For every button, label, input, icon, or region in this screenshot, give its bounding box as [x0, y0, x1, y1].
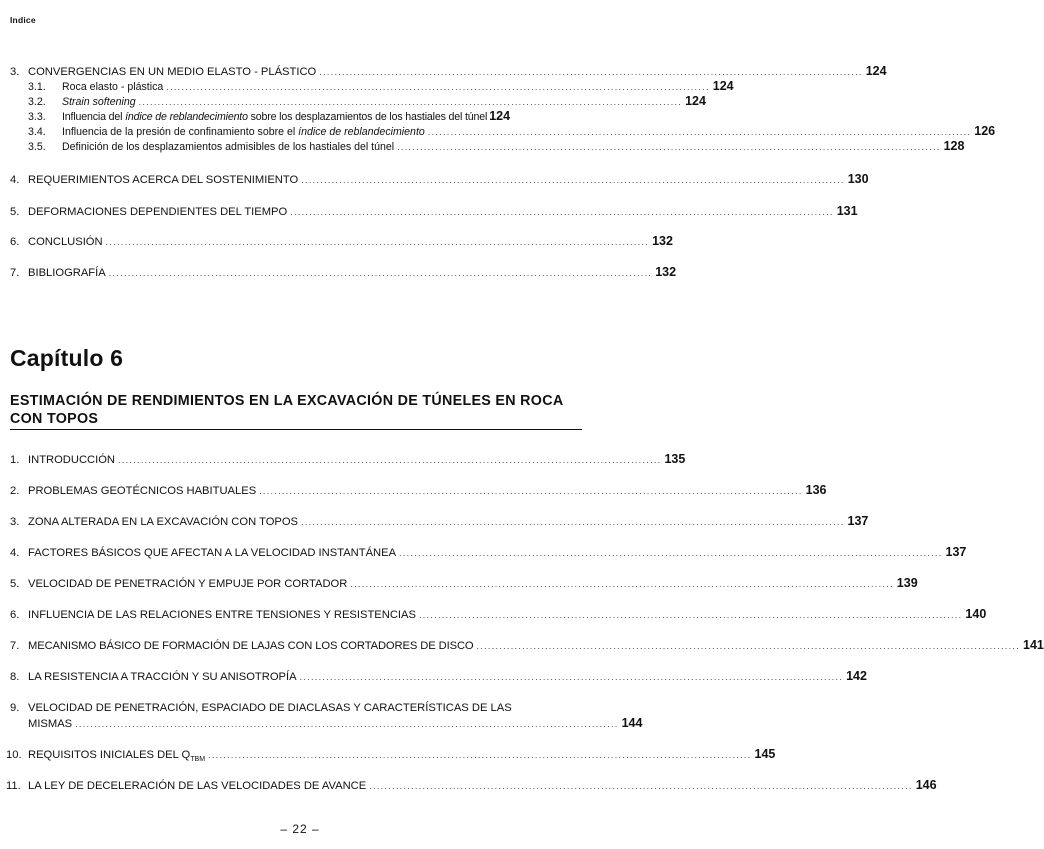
leader-dots: ...............................................................................................................................................: [138, 97, 683, 107]
chapter-heading: ESTIMACIÓN DE RENDIMIENTOS EN LA EXCAVACIÓN DE TÚNELES EN ROCA CON TOPOS: [10, 392, 582, 430]
toc-entry[interactable]: [10, 545, 967, 560]
running-head: Indice: [10, 15, 36, 25]
toc-entry-page: 140: [965, 607, 987, 621]
toc-entry-page: 124: [865, 64, 887, 78]
toc-entry-page: 132: [655, 265, 677, 279]
toc-subentry[interactable]: [28, 139, 965, 154]
label-subscript: TBM: [190, 756, 206, 764]
leader-dots: ...............................................................................................................................................: [118, 455, 662, 465]
leader-dots: ...............................................................................................................................................: [399, 548, 943, 558]
toc-entry[interactable]: [10, 265, 677, 280]
leader-dots: ...............................................................................................................................................: [299, 672, 844, 682]
toc-entry-number: 7.: [10, 267, 20, 279]
toc-entry-page: 144: [621, 716, 643, 730]
toc-entry-number: 6.: [10, 609, 20, 621]
toc-entry[interactable]: [10, 234, 673, 249]
toc-entry-label: Roca elasto - plástica: [62, 81, 164, 93]
toc-entry-number: 3.: [10, 516, 20, 528]
leader-dots: ...............................................................................................................................................: [290, 207, 834, 217]
toc-entry-label: ZONA ALTERADA EN LA EXCAVACIÓN CON TOPOS: [28, 516, 299, 528]
toc-entry-page: 135: [664, 452, 686, 466]
toc-entry-page: 141: [1023, 638, 1044, 652]
toc-entry-label: LA LEY DE DECELERACIÓN DE LAS VELOCIDADES DE AVANCE: [28, 780, 367, 792]
toc-entry-number: 9.: [10, 702, 20, 714]
toc-entry-label: CONVERGENCIAS EN UN MEDIO ELASTO - PLÁSTICO: [28, 66, 317, 78]
toc-entry-number: 3.4.: [28, 126, 46, 138]
label-italic: índice de reblandecimiento: [298, 126, 425, 138]
toc-entry[interactable]: [28, 716, 643, 731]
toc-entry[interactable]: [10, 576, 918, 591]
toc-entry[interactable]: [10, 172, 869, 187]
toc-entry-number: 11.: [6, 780, 21, 792]
toc-entry[interactable]: [6, 747, 776, 767]
toc-entry-page: 137: [847, 514, 869, 528]
toc-entry-label-continued: MISMAS: [28, 718, 73, 730]
leader-dots: ...............................................................................................................................................: [369, 781, 913, 791]
toc-entry-label: BIBLIOGRAFÍA: [28, 267, 106, 279]
toc-entry-page: 136: [805, 483, 827, 497]
toc-entry-label-italic: Strain softening: [62, 96, 136, 108]
leader-dots: ...............................................................................................................................................: [301, 175, 845, 185]
label-part: Influencia del: [62, 111, 126, 123]
toc-entry-page: 145: [754, 747, 776, 761]
toc-entry[interactable]: [10, 669, 867, 684]
leader-dots: ...............................................................................................................................................: [319, 67, 863, 77]
toc-entry-page: 131: [836, 204, 858, 218]
toc-entry-page: 126: [974, 124, 996, 138]
leader-dots: ...............................................................................................................................................: [166, 82, 710, 92]
leader-dots: ...............................................................................................................................................: [75, 719, 619, 729]
toc-entry-number: 4.: [10, 174, 20, 186]
toc-entry[interactable]: [10, 204, 858, 219]
toc-entry-label: VELOCIDAD DE PENETRACIÓN Y EMPUJE POR CORTADOR: [28, 578, 348, 590]
toc-entry[interactable]: [10, 607, 987, 622]
label-part: Influencia de la presión de confinamiento sobre el: [62, 126, 299, 138]
toc-entry-page: 142: [846, 669, 867, 683]
toc-entry-page: 146: [915, 778, 937, 792]
toc-entry-label: Definición de los desplazamientos admisibles de los hastiales del túnel: [62, 141, 395, 153]
label-part: REQUISITOS INICIALES DEL Q: [28, 749, 191, 761]
chapter-title: Capítulo 6: [10, 345, 124, 371]
toc-entry-number: 3.3.: [28, 111, 46, 123]
toc-entry-number: 4.: [10, 547, 20, 559]
toc-entry-number: 3.: [10, 66, 20, 78]
toc-entry[interactable]: [10, 64, 887, 79]
toc-entry-label: [28, 748, 205, 767]
toc-entry-label: [62, 95, 136, 109]
leader-dots: ...............................................................................................................................................: [105, 237, 650, 247]
toc-entry-page: 130: [847, 172, 869, 186]
page-number: – 22 –: [280, 822, 320, 836]
leader-dots: ...............................................................................................................................................: [259, 486, 803, 496]
toc-entry-page: 124: [712, 79, 734, 93]
toc-entry-label: LA RESISTENCIA A TRACCIÓN Y SU ANISOTROPÍA: [28, 671, 297, 683]
toc-entry-number: 3.2.: [28, 96, 46, 108]
toc-entry-page: 128: [943, 139, 965, 153]
leader-dots: ...............................................................................................................................................: [301, 517, 845, 527]
toc-entry-label: DEFORMACIONES DEPENDIENTES DEL TIEMPO: [28, 206, 288, 218]
toc-entry-label: MECANISMO BÁSICO DE FORMACIÓN DE LAJAS CON LOS CORTADORES DE DISCO: [28, 640, 474, 652]
toc-entry-label: [62, 110, 487, 124]
toc-entry-label: VELOCIDAD DE PENETRACIÓN, ESPACIADO DE DIACLASAS Y CARACTERÍSTICAS DE LAS: [28, 702, 512, 714]
toc-entry[interactable]: [6, 778, 937, 793]
toc-entry-number: 5.: [10, 578, 20, 590]
toc-subentry[interactable]: [28, 94, 706, 109]
toc-entry[interactable]: [10, 514, 869, 529]
toc-entry-wrapped-line: [10, 701, 588, 715]
toc-entry[interactable]: [10, 638, 1044, 653]
toc-entry-number: 7.: [10, 640, 20, 652]
toc-entry-label: [62, 125, 425, 139]
leader-dots: ...............................................................................................................................................: [108, 268, 653, 278]
toc-entry-page: 139: [896, 576, 918, 590]
leader-dots: ...............................................................................................................................................: [427, 127, 972, 137]
toc-entry-number: 10.: [6, 749, 22, 761]
toc-subentry[interactable]: [28, 124, 996, 139]
toc-entry-label: INTRODUCCIÓN: [28, 454, 116, 466]
toc-entry[interactable]: [10, 483, 827, 498]
toc-entry-number: 3.5.: [28, 141, 46, 153]
toc-entry-label: PROBLEMAS GEOTÉCNICOS HABITUALES: [28, 485, 257, 497]
label-italic: índice de reblandecimiento: [125, 111, 248, 123]
leader-dots: ...............................................................................................................................................: [476, 641, 1020, 651]
toc-entry[interactable]: [10, 452, 686, 467]
toc-entry-page: 137: [945, 545, 967, 559]
toc-subentry[interactable]: [28, 79, 734, 94]
toc-entry-page: 124: [685, 94, 706, 108]
label-part: sobre los desplazamientos de los hastiales del túnel: [247, 111, 488, 123]
toc-entry-number: 5.: [10, 206, 20, 218]
toc-entry-page: 132: [652, 234, 673, 248]
toc-entry-number: 2.: [10, 485, 20, 497]
leader-dots: ...............................................................................................................................................: [350, 579, 894, 589]
toc-subentry[interactable]: [28, 109, 588, 124]
toc-entry-label: FACTORES BÁSICOS QUE AFECTAN A LA VELOCIDAD INSTANTÁNEA: [28, 547, 397, 559]
toc-entry-number: 1.: [10, 454, 20, 466]
toc-entry-label: REQUERIMIENTOS ACERCA DEL SOSTENIMIENTO: [28, 174, 299, 186]
toc-entry-page: 124: [489, 109, 511, 123]
toc-entry-number: 3.1.: [28, 81, 46, 93]
leader-dots: ...............................................................................................................................................: [397, 142, 941, 152]
toc-entry-label: INFLUENCIA DE LAS RELACIONES ENTRE TENSIONES Y RESISTENCIAS: [28, 609, 416, 621]
toc-entry-label: CONCLUSIÓN: [28, 236, 103, 248]
leader-dots: ...............................................................................................................................................: [418, 610, 963, 620]
toc-entry-number: 8.: [10, 671, 20, 683]
leader-dots: ...............................................................................................................................................: [208, 750, 752, 760]
toc-entry-number: 6.: [10, 236, 20, 248]
